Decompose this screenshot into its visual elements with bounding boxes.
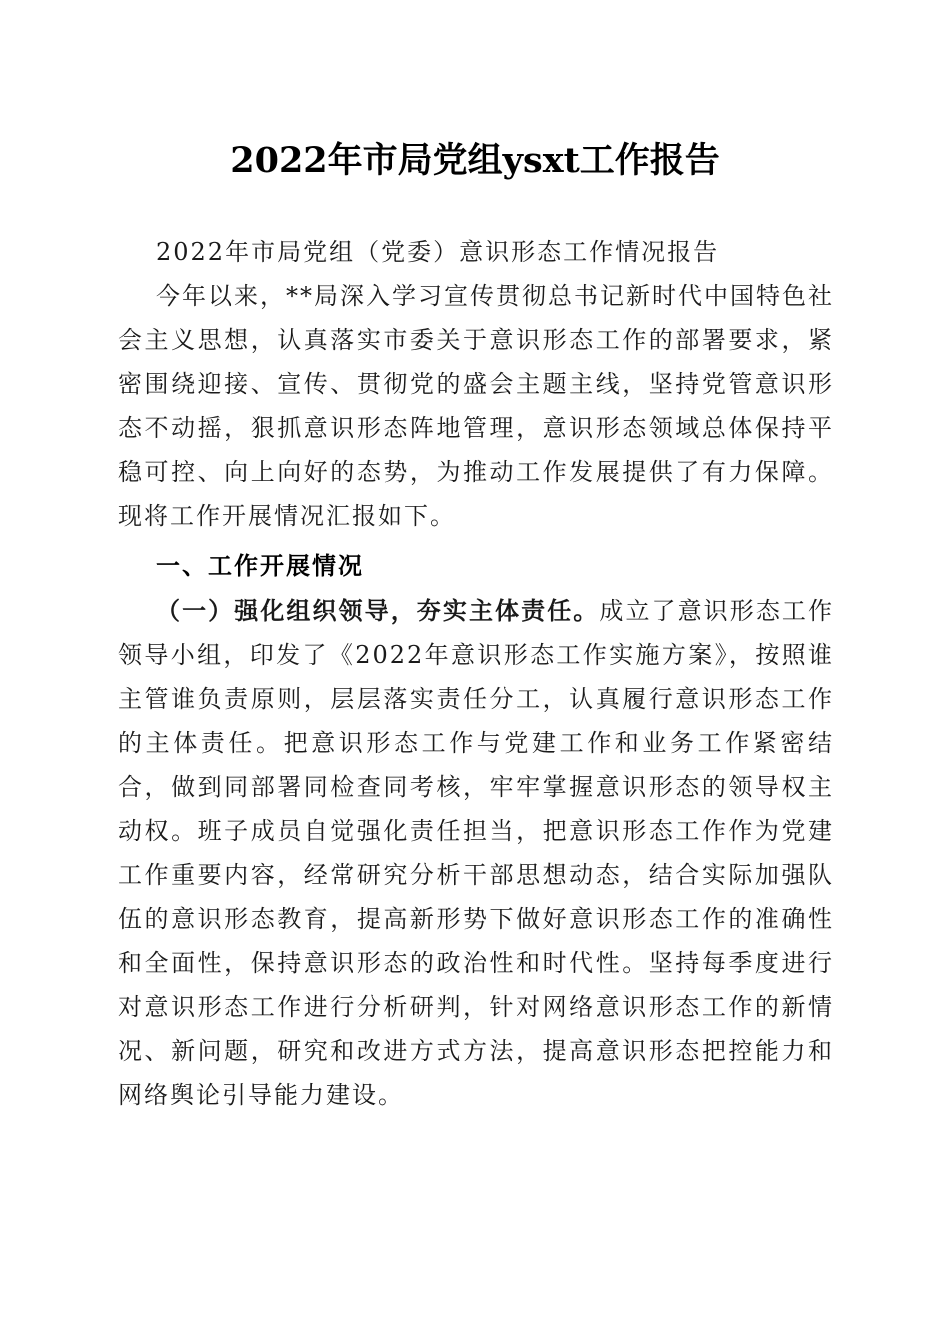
subsection-lead: （一）强化组织领导，夯实主体责任。 [156, 596, 600, 625]
subsection-paragraph [118, 589, 834, 1117]
intro-paragraph: 今年以来，**局深入学习宣传贯彻总书记新时代中国特色社会主义思想，认真落实市委关于意识形态工作的部署要求，紧密围绕迎接、宣传、贯彻党的盛会主题主线，坚持党管意识形态不动摇，狠抓意识形态阵地管理，意识形态领域总体保持平稳可控、向上向好的态势，为推动工作发展提供了有力保障。现将工作开展情况汇报如下。 [118, 282, 834, 530]
section-heading: 一、工作开展情况 [156, 552, 364, 580]
document-title: 2022年市局党组ysxt工作报告 [230, 140, 720, 181]
report-subtitle: 2022年市局党组（党委）意识形态工作情况报告 [156, 238, 720, 266]
subsection-text: 成立了意识形态工作领导小组，印发了《2022年意识形态工作实施方案》，按照谁主管谁负责原则，层层落实责任分工，认真履行意识形态工作的主体责任。把意识形态工作与党建工作和业务工作紧密结合，做到同部署同检查同考核，牢牢掌握意识形态的领导权主动权。班子成员自觉强化责任担当，把意识形态工作作为党建工作重要内容，经常研究分析干部思想动态，结合实际加强队伍的意识形态教育，提高新形势下做好意识形态工作的准确性和全面性，保持意识形态的政治性和时代性。坚持每季度进行对意识形态工作进行分析研判，针对网络意识形态工作的新情况、新问题，研究和改进方式方法，提高意识形态把控能力和网络舆论引导能力建设。 [118, 597, 834, 1109]
